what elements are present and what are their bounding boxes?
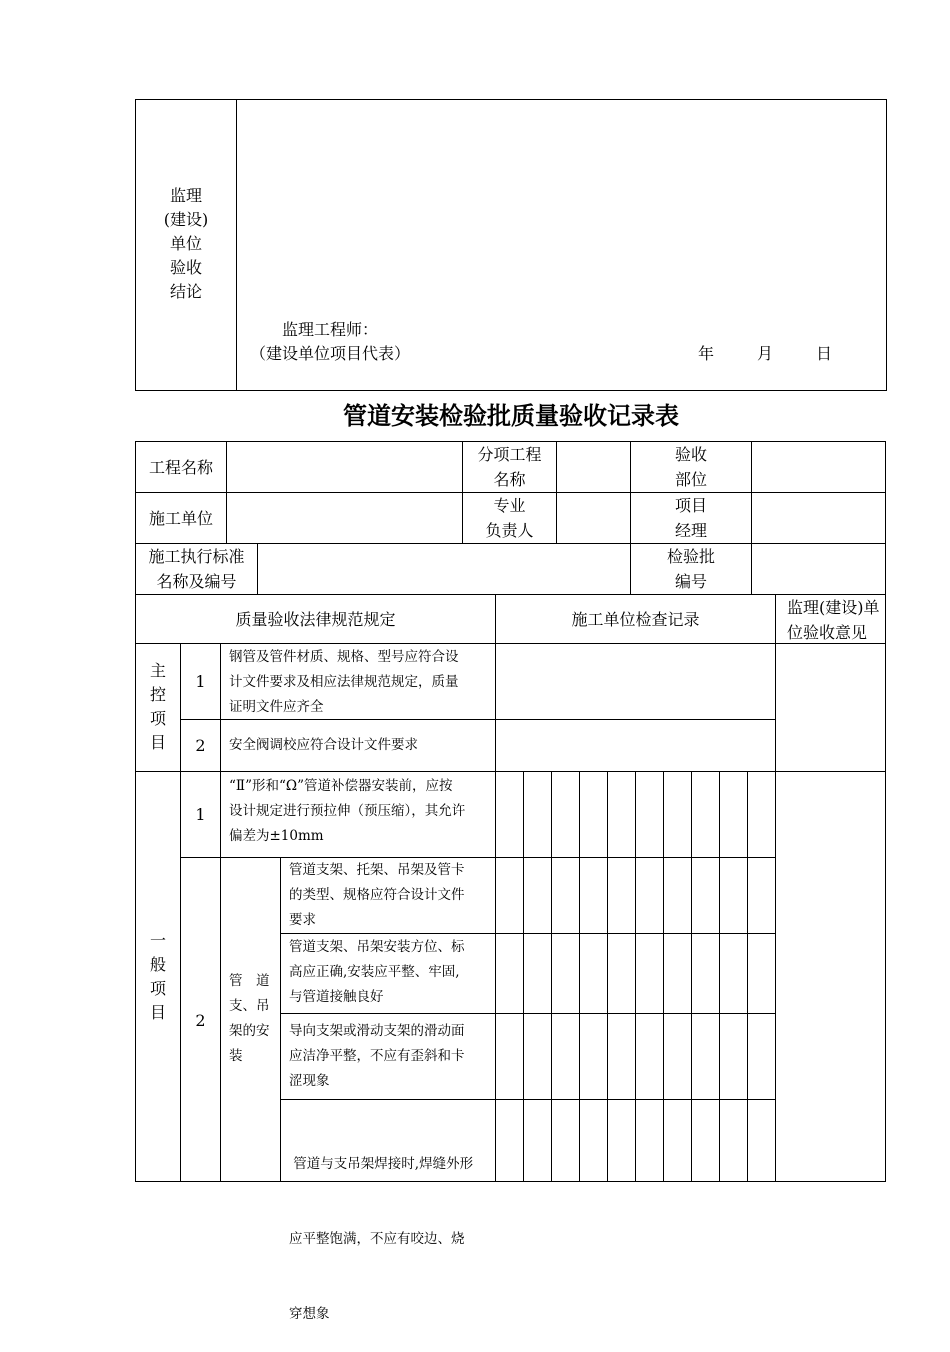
date-year: 年 [698, 344, 715, 363]
label-line: 主 [149, 661, 166, 680]
divider [135, 594, 886, 595]
divider [280, 857, 281, 1182]
label-line: 负责人 [485, 521, 534, 540]
text-line: 导向支架或滑动支架的滑动面 [289, 1023, 465, 1039]
supervision-column-header [787, 595, 880, 645]
divider [280, 933, 775, 934]
text-line: 钢管及管件材质、规格、型号应符合设 [229, 649, 459, 665]
text-line: 应洁净平整，不应有歪斜和卡 [289, 1048, 465, 1064]
label-line: 位验收意见 [787, 623, 868, 642]
label-line: (建设) [163, 210, 209, 229]
label-line: 分项工程 [477, 445, 542, 464]
item-text [229, 774, 497, 849]
construction-unit-label: 施工单位 [149, 509, 214, 528]
divider [495, 594, 496, 1182]
label-line: 控 [149, 685, 166, 704]
item-number: 1 [195, 805, 206, 824]
label-line: 专业 [493, 496, 526, 515]
label-line: 部位 [674, 470, 707, 489]
item-number: 1 [195, 672, 206, 691]
grid-line [747, 771, 748, 1182]
divider [257, 543, 258, 594]
text-line: 涩现象 [289, 1073, 330, 1089]
label-line: 项目 [674, 496, 707, 515]
standard-label [136, 544, 257, 594]
divider [135, 643, 886, 644]
label-line: 架的安 [229, 1023, 270, 1039]
label-line: 名称 [493, 470, 526, 489]
main-control-label [136, 659, 180, 755]
accept-part-label [631, 442, 751, 492]
grid-line [579, 771, 580, 1182]
text-line: 与管道接触良好 [289, 989, 384, 1005]
text-line: 偏差为±10mm [229, 828, 324, 844]
sub-project-label [463, 442, 556, 492]
grid-line [719, 771, 720, 1182]
sub-item-text [289, 1102, 495, 1352]
divider [775, 594, 776, 1182]
rep-label: （建设单位项目代表） [250, 344, 411, 363]
item-text [229, 645, 494, 720]
supervision-conclusion-box [135, 99, 887, 391]
divider [751, 441, 752, 594]
label-line: 检验批 [666, 547, 715, 566]
divider [280, 1013, 775, 1014]
label-line: 经理 [674, 521, 707, 540]
label-line: 项 [149, 979, 166, 998]
item-number: 2 [195, 736, 206, 755]
label-line: 验收 [169, 258, 202, 277]
label-line: 装 [229, 1048, 243, 1064]
label-line: 结论 [169, 282, 202, 301]
divider [236, 99, 237, 391]
text-line: 高应正确,安装应平整、牢固, [289, 964, 460, 980]
text-line: 计文件要求及相应法律规范规定，质量 [229, 674, 459, 690]
project-name-label: 工程名称 [149, 458, 214, 477]
divider [226, 441, 227, 543]
text-line: “Ⅱ”形和“Ω”管道补偿器安装前，应按 [229, 778, 453, 794]
sub-item-text [289, 1019, 495, 1094]
sub-item-text [289, 935, 495, 1010]
label-line: 管 道 [229, 973, 270, 989]
label-line: 单位 [169, 234, 202, 253]
inspection-column-header: 施工单位检查记录 [571, 610, 700, 629]
text-line: 要求 [289, 912, 316, 928]
text-line: 管道与支吊架焊接时,焊缝外形 [289, 1156, 474, 1172]
grid-line [607, 771, 608, 1182]
label-line: 名称及编号 [156, 572, 237, 591]
regulation-column-header: 质量验收法律规范规定 [235, 610, 396, 629]
project-manager-label [631, 493, 751, 543]
label-line: 般 [149, 955, 166, 974]
text-line: 应平整饱满，不应有咬边、烧 [289, 1231, 465, 1247]
batch-number-label [631, 544, 751, 594]
label-line: 监理 [169, 186, 202, 205]
grid-line [551, 771, 552, 1182]
supervision-conclusion-label [136, 184, 236, 304]
label-line: 项 [149, 709, 166, 728]
label-line: 施工执行标准 [148, 547, 245, 566]
divider [280, 1099, 775, 1100]
date-month: 月 [757, 344, 774, 363]
grid-line [523, 771, 524, 1182]
label-line: 目 [149, 733, 166, 752]
item-text: 安全阀调校应符合设计文件要求 [229, 737, 418, 753]
text-line: 设计规定进行预拉伸（预压缩），其允许 [229, 803, 466, 819]
specialty-label [463, 493, 556, 543]
general-items-label [136, 929, 180, 1025]
divider [220, 643, 221, 1182]
label-line: 一 [149, 931, 166, 950]
divider [180, 643, 181, 1182]
divider [556, 441, 557, 543]
text-line: 管道支架、吊架安装方位、标 [289, 939, 465, 955]
grid-line [663, 771, 664, 1182]
grid-line [635, 771, 636, 1182]
text-line: 管道支架、托架、吊架及管卡 [289, 862, 465, 878]
text-line: 证明文件应齐全 [229, 699, 324, 715]
label-line: 编号 [674, 572, 707, 591]
grid-line [691, 771, 692, 1182]
label-line: 验收 [674, 445, 707, 464]
divider [135, 771, 886, 772]
support-group-label [229, 969, 279, 1069]
page-title: 管道安装检验批质量验收记录表 [343, 401, 679, 430]
label-line: 目 [149, 1003, 166, 1022]
text-line: 穿想象 [289, 1306, 330, 1322]
label-line: 支、吊 [229, 998, 270, 1014]
date-day: 日 [816, 344, 833, 363]
engineer-label: 监理工程师： [282, 320, 379, 339]
label-line: 监理(建设)单 [787, 598, 880, 617]
sub-item-text [289, 858, 495, 933]
text-line: 的类型、规格应符合设计文件 [289, 887, 465, 903]
item-number: 2 [195, 1011, 206, 1030]
